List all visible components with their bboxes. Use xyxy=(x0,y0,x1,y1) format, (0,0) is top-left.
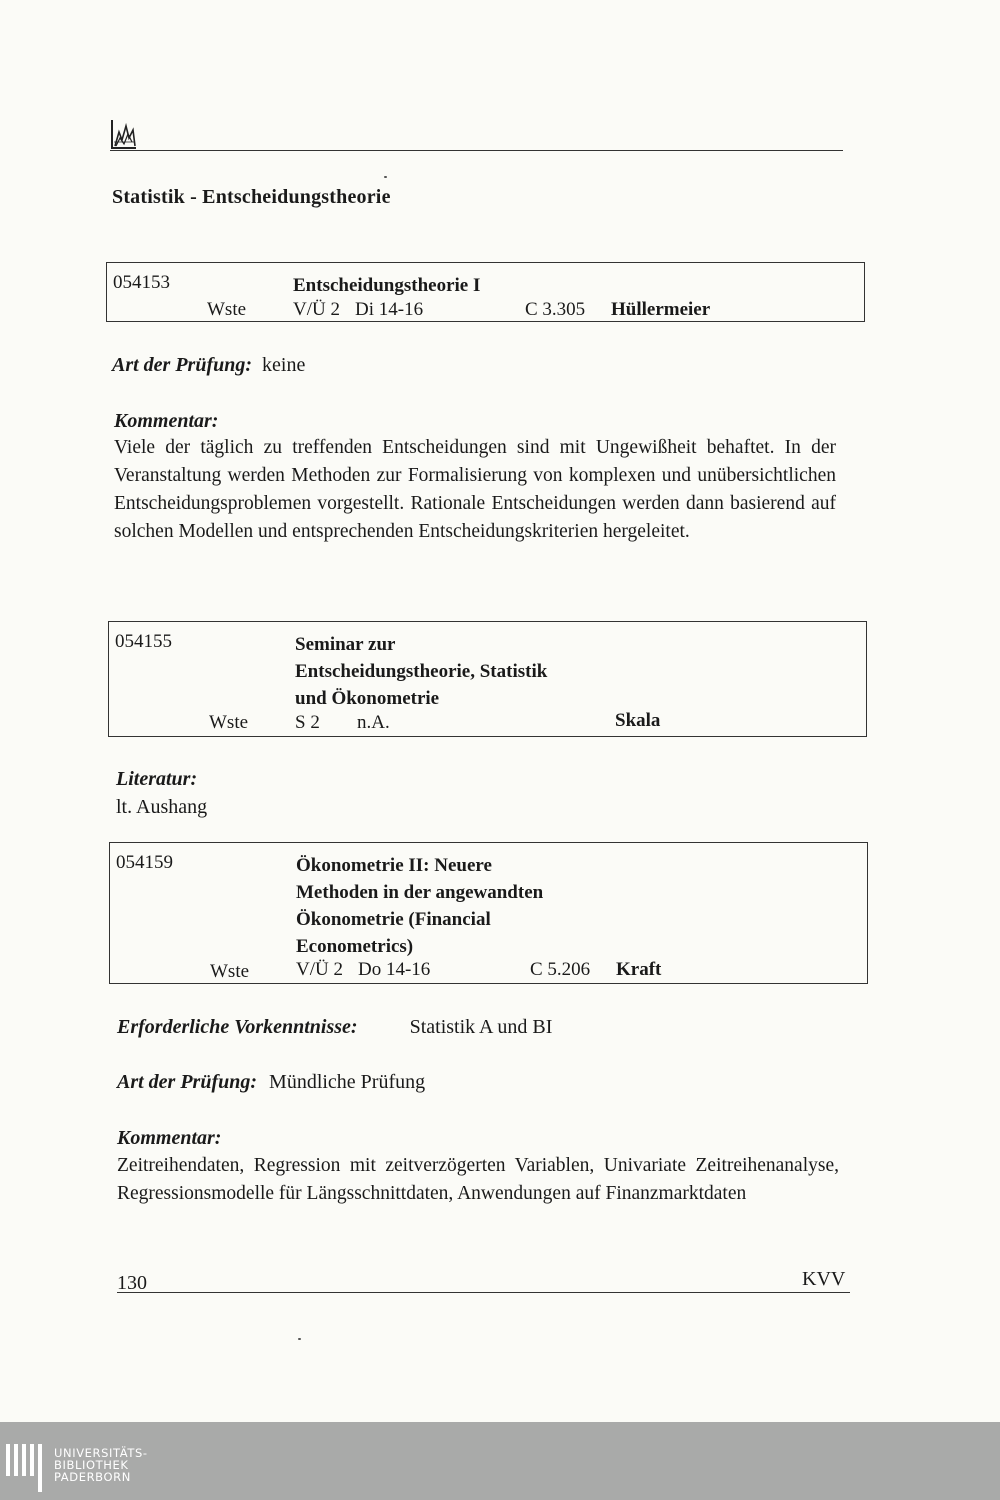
course-type: V/Ü 2 xyxy=(293,299,340,320)
prerequisites-value: Statistik A und BI xyxy=(409,1016,553,1038)
scan-speck xyxy=(384,176,387,178)
course-group: Wste xyxy=(209,712,249,733)
course-title-line: Seminar zur xyxy=(295,634,396,655)
course-room: C 5.206 xyxy=(530,959,591,980)
course-type: S 2 xyxy=(295,712,320,733)
comment-text: Viele der täglich zu treffenden Entscheidungen sind mit Ungewißheit behaftet. In der Veranstaltung werden Methoden zur Formalisierung von komplexen und unübersichtlichen Entscheidungsproblemen vorgestellt. Rationale Entscheidungen werden dann basierend auf solchen Modellen und entsprechenden Entscheidungskriterien hergeleitet. xyxy=(114,437,836,542)
course-lecturer: Hüllermeier xyxy=(611,299,711,320)
prerequisites-label: Erforderliche Vorkenntnisse: xyxy=(117,1016,358,1038)
exam-value: keine xyxy=(262,354,306,376)
course-title-line: Entscheidungstheorie I xyxy=(293,275,481,296)
document-code: KVV xyxy=(802,1268,846,1290)
course-title-line: Ökonometrie II: Neuere xyxy=(296,855,492,876)
library-barcode-icon xyxy=(4,1436,48,1496)
course-room: C 3.305 xyxy=(525,299,586,320)
course-number: 054159 xyxy=(116,852,173,873)
course-box-054155 xyxy=(108,621,867,737)
course-lecturer: Skala xyxy=(615,710,661,731)
exam-field xyxy=(117,1071,425,1094)
course-title xyxy=(295,631,547,712)
section-title: Statistik - Entscheidungstheorie xyxy=(112,186,391,208)
exam-value: Mündliche Prüfung xyxy=(269,1071,426,1093)
page-number: 130 xyxy=(117,1272,147,1294)
exam-field xyxy=(112,354,305,377)
course-title-line: Entscheidungstheorie, Statistik xyxy=(295,661,548,682)
course-title xyxy=(293,272,480,299)
course-type: V/Ü 2 xyxy=(296,959,343,980)
course-title xyxy=(296,852,543,960)
literature-label: Literatur: xyxy=(116,768,198,790)
library-name xyxy=(54,1447,148,1483)
exam-label: Art der Prüfung: xyxy=(117,1071,258,1093)
course-title-line: Econometrics) xyxy=(296,936,414,957)
comment-text: Zeitreihendaten, Regression mit zeitverzögerten Variablen, Univariate Zeitreihenanalyse, Regressionsmodelle für Längsschnittdaten, Anwendungen auf Finanzmarktdaten xyxy=(117,1155,839,1204)
course-lecturer: Kraft xyxy=(616,959,662,980)
course-time: Di 14-16 xyxy=(355,299,424,320)
exam-label: Art der Prüfung: xyxy=(112,354,253,376)
literature-value: lt. Aushang xyxy=(116,796,208,818)
library-footer-bar xyxy=(0,1422,1000,1500)
library-name-line: BIBLIOTHEK xyxy=(54,1458,129,1472)
course-box-054153 xyxy=(106,262,865,322)
course-group: Wste xyxy=(210,961,250,982)
course-time: Do 14-16 xyxy=(358,959,431,980)
scan-speck xyxy=(298,1338,301,1340)
library-name-line: PADERBORN xyxy=(54,1470,131,1484)
prerequisites-field xyxy=(117,1016,552,1039)
footer-rule xyxy=(117,1292,850,1293)
course-title-line: Methoden in der angewandten xyxy=(296,882,544,903)
course-number: 054155 xyxy=(115,631,172,652)
comment-label: Kommentar: xyxy=(117,1127,222,1149)
course-title-line: Ökonometrie (Financial xyxy=(296,909,491,930)
header-rule xyxy=(110,150,843,151)
comment-label: Kommentar: xyxy=(114,410,219,432)
course-time: n.A. xyxy=(357,712,390,733)
chart-logo-icon xyxy=(110,118,138,150)
library-name-line: UNIVERSITÄTS- xyxy=(54,1446,148,1460)
course-box-054159 xyxy=(109,842,868,984)
course-title-line: und Ökonometrie xyxy=(295,688,440,709)
course-group: Wste xyxy=(207,299,247,320)
course-number: 054153 xyxy=(113,272,170,293)
